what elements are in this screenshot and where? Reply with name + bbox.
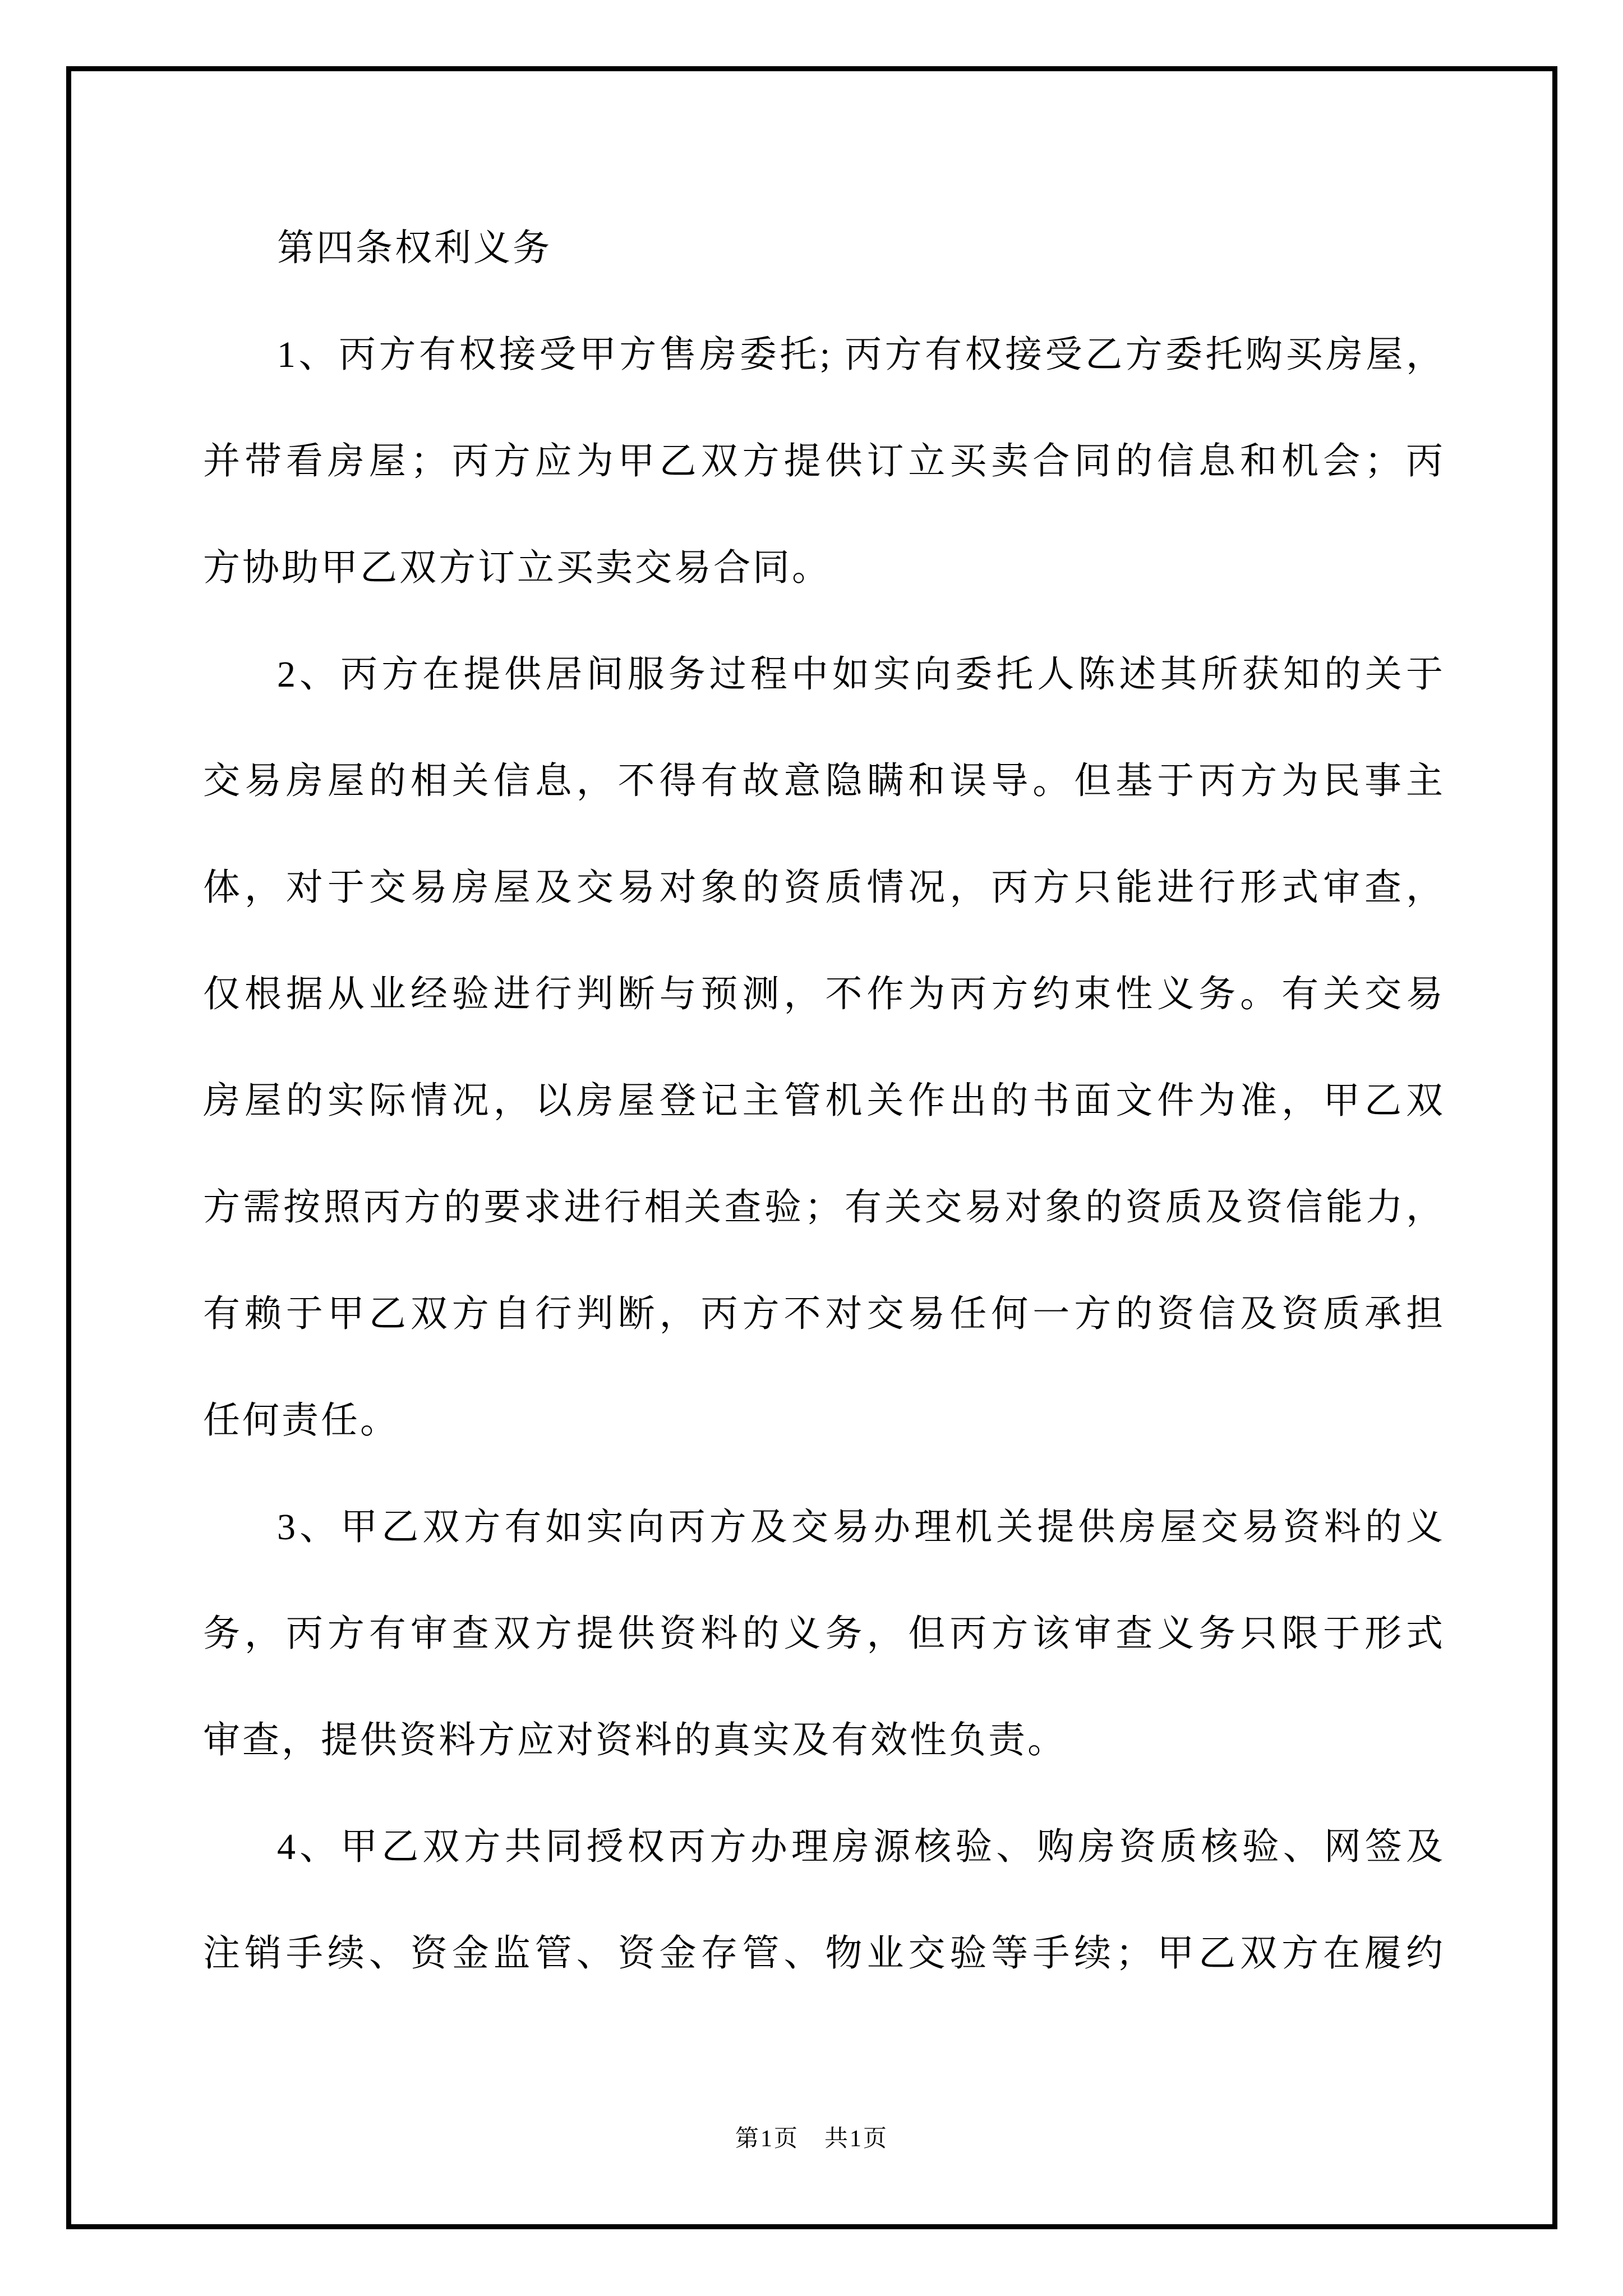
- clause-2: [203, 622, 1445, 1474]
- text-line: 务，丙方有审查双方提供资料的义务，但丙方该审查义务只限于形式: [203, 1613, 1445, 1654]
- text-line: 4、甲乙双方共同授权丙方办理房源核验、购房资质核验、网签及: [277, 1826, 1445, 1867]
- clause-1: [203, 302, 1445, 622]
- text-line: 方协助甲乙双方订立买卖交易合同。: [203, 547, 831, 588]
- clause-4: [203, 1794, 1445, 2007]
- text-line: 仅根据从业经验进行判断与预测，不作为丙方约束性义务。有关交易: [203, 974, 1445, 1015]
- text-line: 1、丙方有权接受甲方售房委托; 丙方有权接受乙方委托购买房屋，: [277, 334, 1445, 375]
- article-title: [203, 195, 1445, 302]
- text-line: 3、甲乙双方有如实向丙方及交易办理机关提供房屋交易资料的义: [277, 1507, 1445, 1548]
- text-line: 任何责任。: [203, 1400, 399, 1441]
- text-line: 第四条权利义务: [277, 228, 552, 269]
- text-line: 有赖于甲乙双方自行判断，丙方不对交易任何一方的资信及资质承担: [203, 1294, 1445, 1335]
- text-line: 方需按照丙方的要求进行相关查验；有关交易对象的资质及资信能力，: [203, 1187, 1445, 1228]
- page-footer: 第1页 共1页: [735, 2126, 888, 2152]
- clause-3: [203, 1474, 1445, 1794]
- text-line: 房屋的实际情况，以房屋登记主管机关作出的书面文件为准，甲乙双: [203, 1080, 1445, 1121]
- text-line: 体，对于交易房屋及交易对象的资质情况，丙方只能进行形式审查，: [203, 867, 1445, 908]
- text-line: 注销手续、资金监管、资金存管、物业交验等手续；甲乙双方在履约: [203, 1933, 1445, 1974]
- text-line: 2、丙方在提供居间服务过程中如实向委托人陈述其所获知的关于: [277, 654, 1445, 695]
- text-line: 并带看房屋；丙方应为甲乙双方提供订立买卖合同的信息和机会；丙: [203, 441, 1445, 482]
- text-line: 交易房屋的相关信息，不得有故意隐瞒和误导。但基于丙方为民事主: [203, 761, 1445, 802]
- text-line: 审查，提供资料方应对资料的真实及有效性负责。: [203, 1720, 1067, 1761]
- document-body: [203, 195, 1445, 2007]
